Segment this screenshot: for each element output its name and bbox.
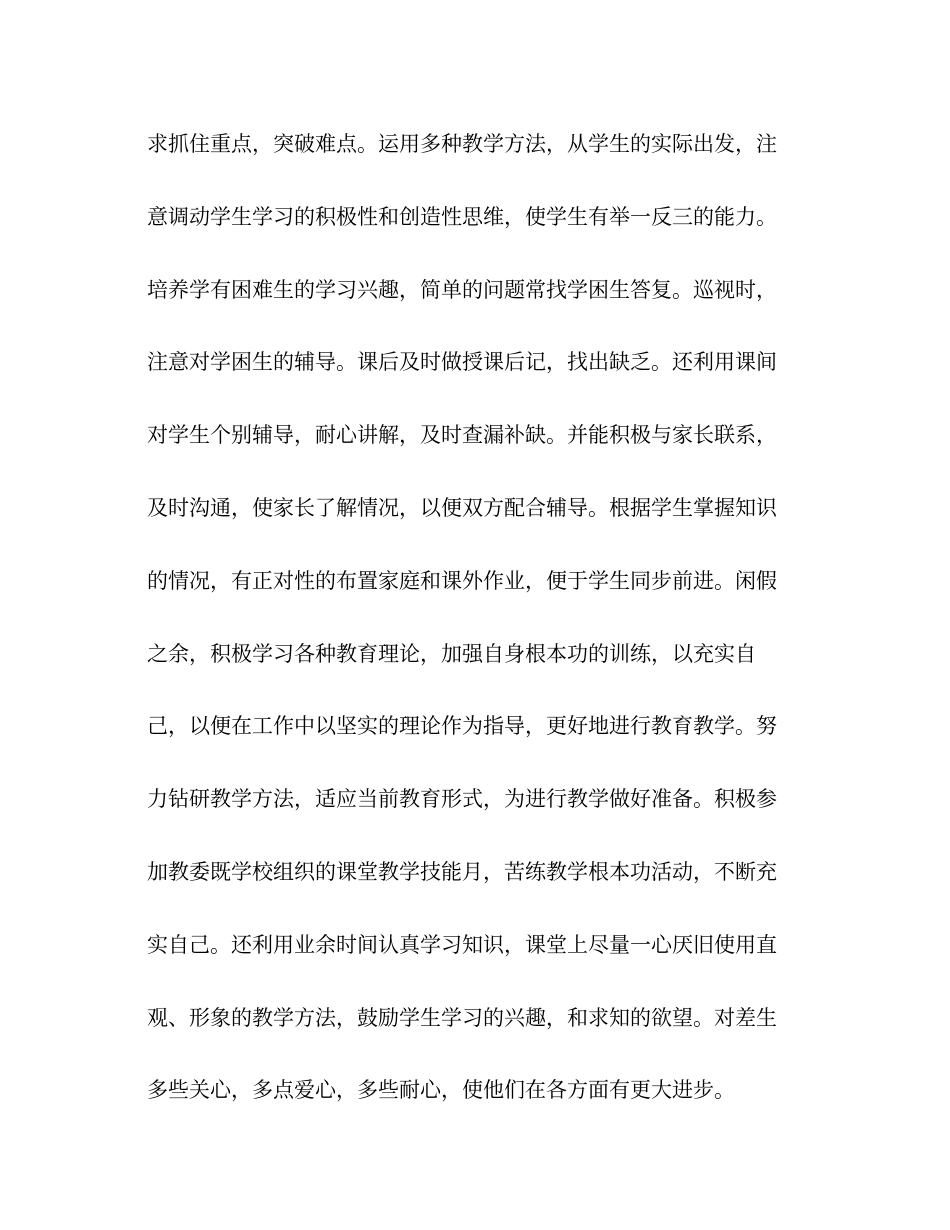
text-line: 己，以便在工作中以坚实的理论作为指导，更好地进行教育教学。努 xyxy=(147,714,777,739)
text-line: 实自己。还利用业余时间认真学习知识，课堂上尽量一心厌旧使用直 xyxy=(147,932,777,957)
text-line: 多些关心，多点爱心，多些耐心，使他们在各方面有更大进步。 xyxy=(147,1078,735,1103)
text-line: 的情况，有正对性的布置家庭和课外作业，便于学生同步前进。闲假 xyxy=(147,568,777,593)
text-line: 意调动学生学习的积极性和创造性思维，使学生有举一反三的能力。 xyxy=(147,204,777,229)
text-line: 对学生个别辅导，耐心讲解，及时查漏补缺。并能积极与家长联系， xyxy=(147,423,777,448)
text-line: 之余，积极学习各种教育理论，加强自身根本功的训练，以充实自 xyxy=(147,641,756,666)
body-paragraph xyxy=(147,126,807,1145)
text-line: 培养学有困难生的学习兴趣，简单的问题常找学困生答复。巡视时， xyxy=(147,277,777,302)
text-line: 力钻研教学方法，适应当前教育形式，为进行教学做好准备。积极参 xyxy=(147,787,777,812)
text-line: 观、形象的教学方法，鼓励学生学习的兴趣，和求知的欲望。对差生 xyxy=(147,1005,777,1030)
text-line: 求抓住重点，突破难点。运用多种教学方法，从学生的实际出发，注 xyxy=(147,132,777,156)
text-line: 及时沟通，使家长了解情况，以便双方配合辅导。根据学生掌握知识 xyxy=(147,495,777,520)
text-line: 注意对学困生的辅导。课后及时做授课后记，找出缺乏。还利用课间 xyxy=(147,350,777,375)
text-line: 加教委既学校组织的课堂教学技能月，苦练教学根本功活动，不断充 xyxy=(147,859,777,884)
